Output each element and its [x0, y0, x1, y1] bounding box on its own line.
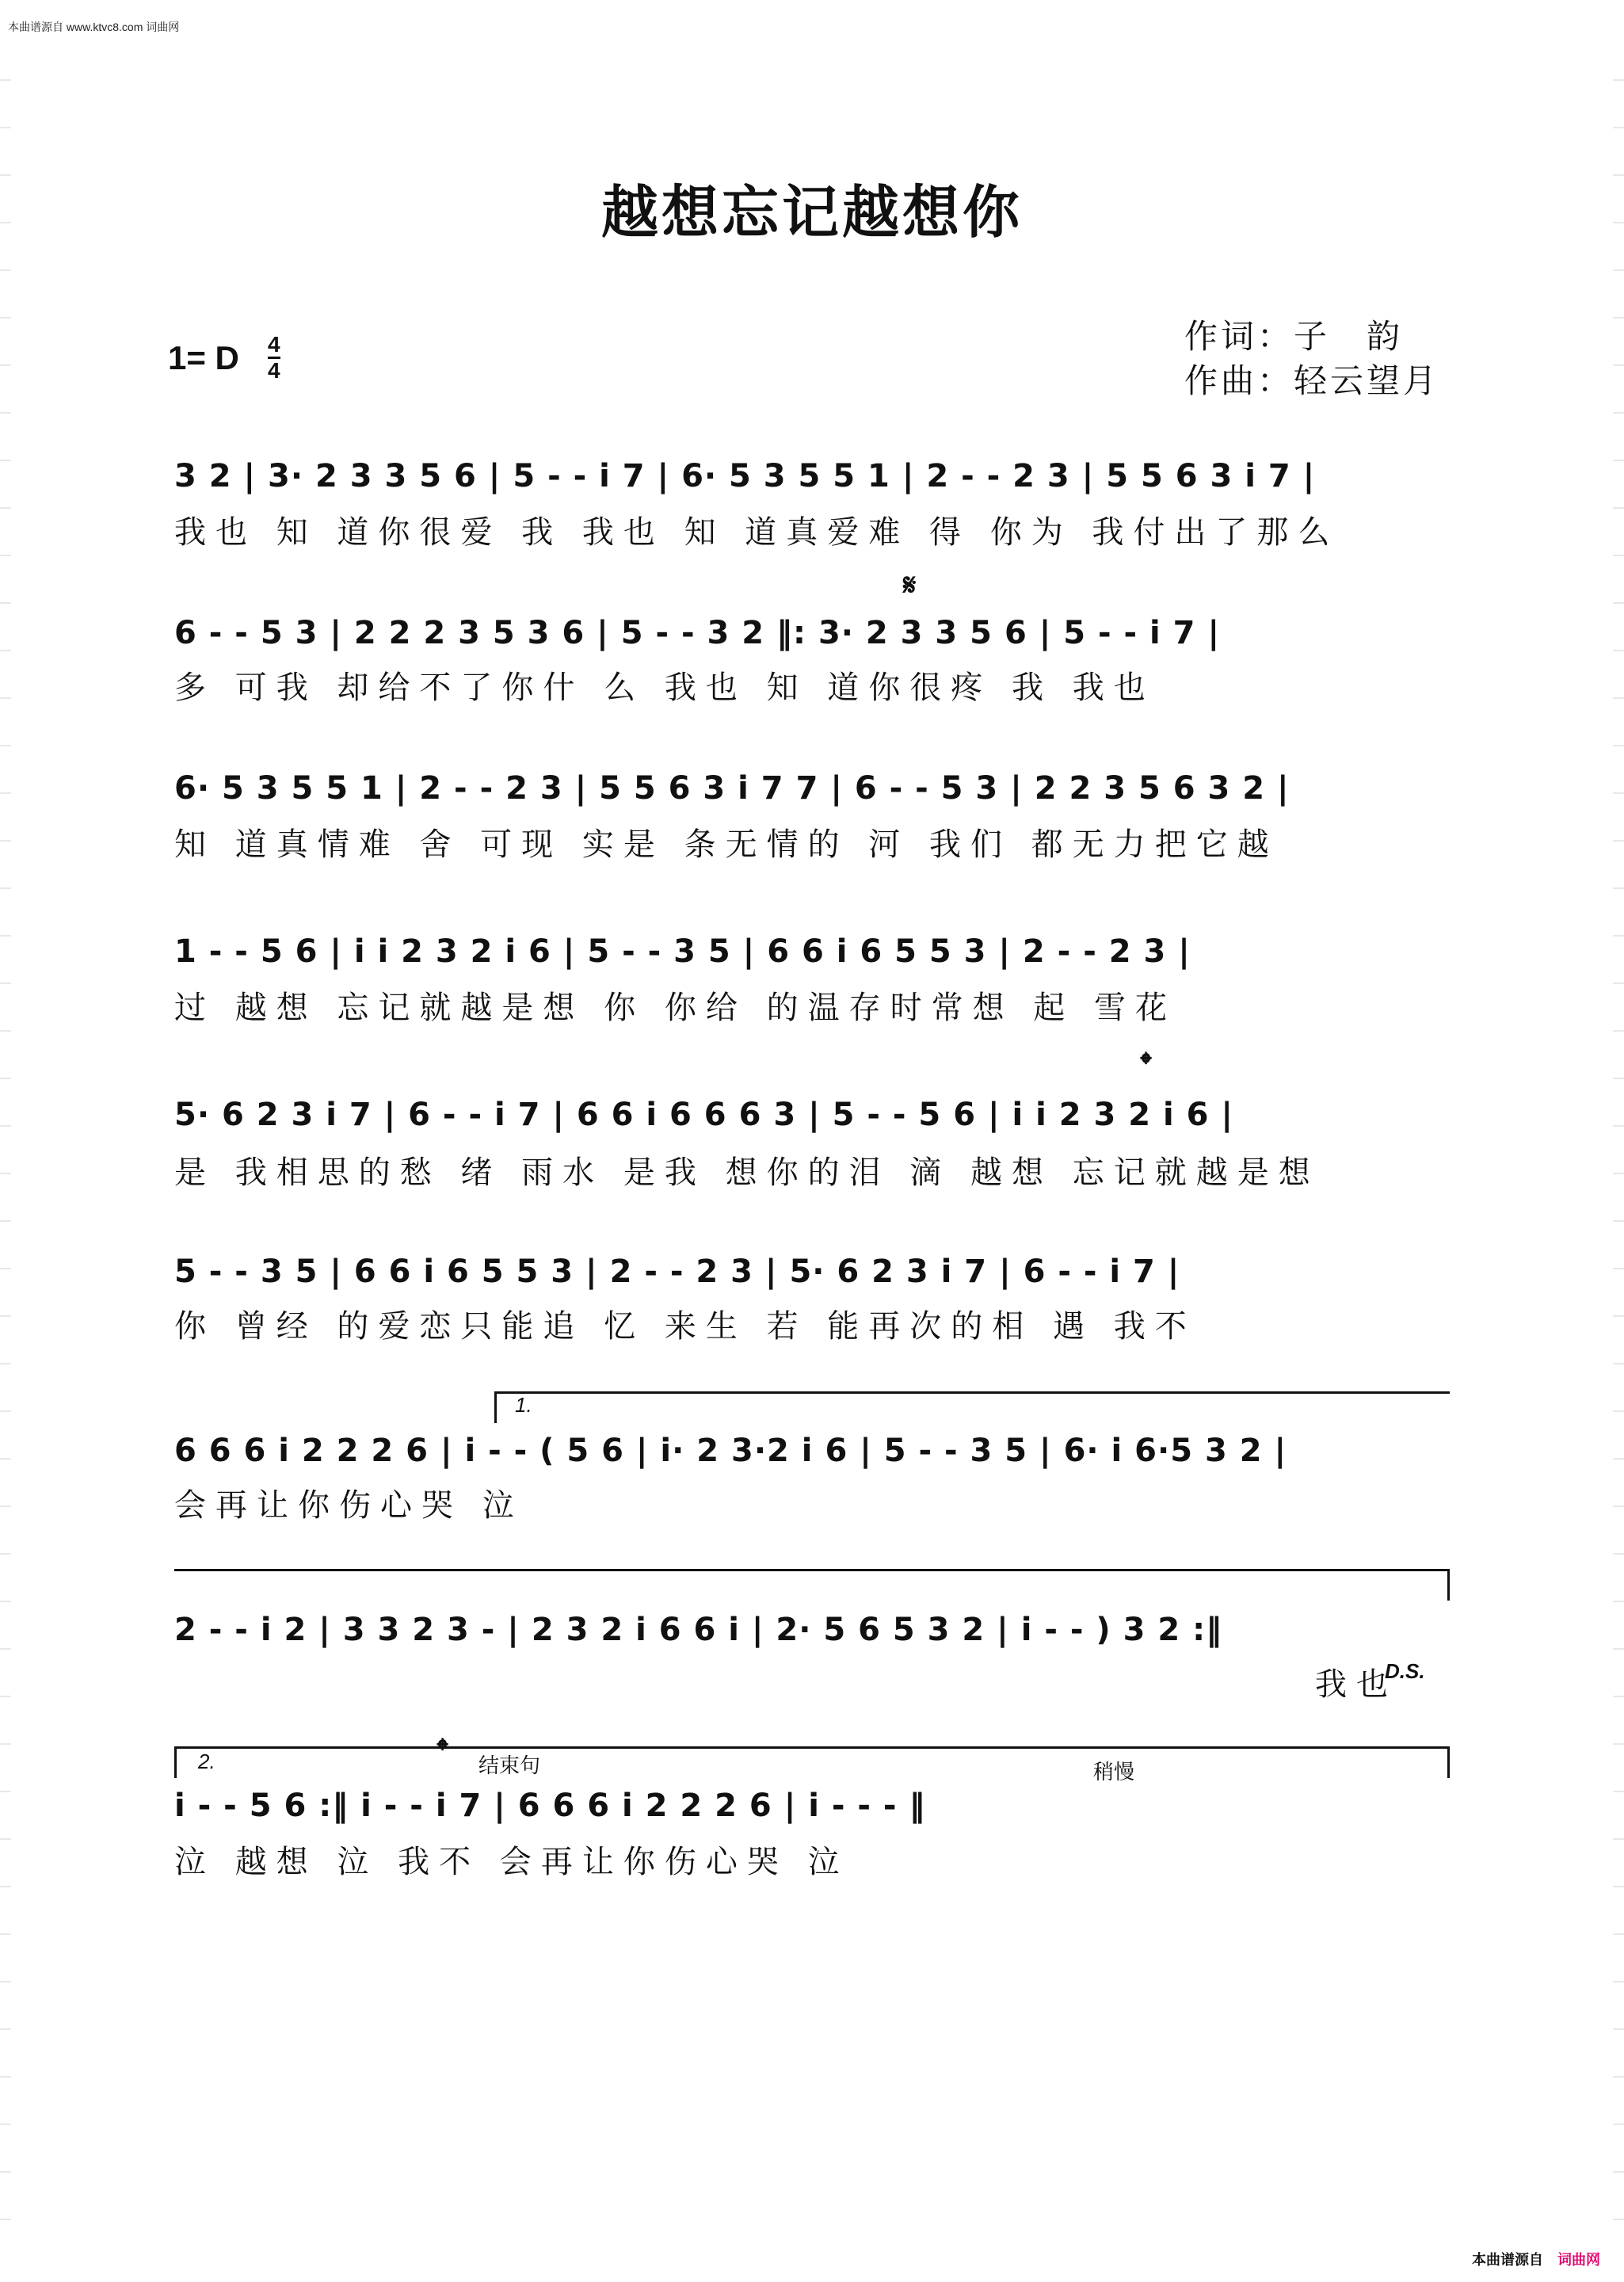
ending-label: 结束句 — [478, 1753, 541, 1777]
volta-2-bracket-end — [1447, 1746, 1450, 1778]
score-row-8-lyrics: 我也 — [1315, 1666, 1397, 1703]
score-row-7-notes: 6 6 6 i 2 2 2 6 | i - - ( 5 6 | i· 2 3·2 i 6 | 5 - - 3 5 | 6· i 6·5 3 2 | — [174, 1433, 1287, 1469]
score-row-2-lyrics: 多 可我 却给不了你什 么 我也 知 道你很疼 我 我也 — [174, 670, 1155, 706]
right-margin-watermark — [1613, 48, 1624, 2234]
footer — [1472, 2249, 1600, 2269]
volta-2-label: 2. — [198, 1750, 215, 1773]
time-signature — [268, 333, 280, 383]
score-row-9-notes: i - - 5 6 :‖ i - - i 7 | 6 6 6 i 2 2 2 6 | i - - - ‖ — [174, 1788, 926, 1824]
coda-mark-ending: 𝄌 — [437, 1732, 448, 1767]
ds-mark: D.S. — [1385, 1659, 1425, 1683]
score-row-4-lyrics: 过 越想 忘记就越是想 你 你给 的温存时常想 起 雪花 — [174, 990, 1177, 1026]
time-signature-bottom: 4 — [268, 358, 280, 383]
left-margin-watermark — [0, 48, 11, 2234]
volta-1-label: 1. — [515, 1393, 532, 1417]
score-row-5-lyrics: 是 我相思的愁 绪 雨水 是我 想你的泪 滴 越想 忘记就越是想 — [174, 1154, 1320, 1191]
score-row-3-notes: 6· 5 3 5 5 1 | 2 - - 2 3 | 5 5 6 3 i 7 7 | 6 - - 5 3 | 2 2 3 5 6 3 2 | — [174, 770, 1290, 807]
composer: 作曲：轻云望月 — [1184, 361, 1440, 400]
score-row-1-notes: 3 2 | 3· 2 3 3 5 6 | 5 - - i 7 | 6· 5 3 5 5 1 | 2 - - 2 3 | 5 5 6 3 i 7 | — [174, 458, 1316, 494]
score-row-6-lyrics: 你 曾经 的爱恋只能追 忆 来生 若 能再次的相 遇 我不 — [174, 1308, 1196, 1345]
song-title: 越想忘记越想你 — [600, 178, 1023, 246]
volta-2-bracket — [174, 1746, 1450, 1749]
score-row-9-lyrics: 泣 越想 泣 我不 会再让你伤心哭 泣 — [174, 1844, 849, 1880]
score-row-1-lyrics: 我也 知 道你很爱 我 我也 知 道真爱难 得 你为 我付出了那么 — [174, 514, 1340, 551]
volta-1-bracket-start — [494, 1391, 497, 1423]
score-row-2-notes: 6 - - 5 3 | 2 2 2 3 5 3 6 | 5 - - 3 2 ‖: 3· 2 3 3 5 6 | 5 - - i 7 | — [174, 615, 1221, 651]
segno-mark: 𝄋 — [903, 567, 917, 602]
volta-1-bracket-end — [1447, 1569, 1450, 1601]
coda-mark: 𝄌 — [1141, 1046, 1152, 1081]
slow-label: 稍慢 — [1093, 1760, 1135, 1784]
footer-source: 本曲谱源自 — [1472, 2252, 1543, 2268]
score-row-7-lyrics: 会再让你伤心哭 泣 — [174, 1487, 524, 1524]
score-row-6-notes: 5 - - 3 5 | 6 6 i 6 5 5 3 | 2 - - 2 3 | 5· 6 2 3 i 7 | 6 - - i 7 | — [174, 1254, 1180, 1290]
score-row-5-notes: 5· 6 2 3 i 7 | 6 - - i 7 | 6 6 i 6 6 6 3 | 5 - - 5 6 | i i 2 3 2 i 6 | — [174, 1097, 1234, 1133]
volta-1-continuation — [174, 1569, 1450, 1571]
header-note: 本曲谱源自 www.ktvc8.com 词曲网 — [8, 21, 180, 33]
score-row-3-lyrics: 知 道真情难 舍 可现 实是 条无情的 河 我们 都无力把它越 — [174, 826, 1279, 863]
footer-site: 词曲网 — [1557, 2252, 1600, 2268]
lyricist: 作词：子 韵 — [1184, 317, 1404, 356]
key-signature: 1= D — [168, 339, 239, 376]
volta-1-bracket — [494, 1391, 1450, 1394]
time-signature-top: 4 — [268, 333, 280, 359]
volta-2-bracket-start — [174, 1746, 177, 1778]
score-row-4-notes: 1 - - 5 6 | i i 2 3 2 i 6 | 5 - - 3 5 | 6 6 i 6 5 5 3 | 2 - - 2 3 | — [174, 933, 1191, 970]
score-row-8-notes: 2 - - i 2 | 3 3 2 3 - | 2 3 2 i 6 6 i | 2· 5 6 5 3 2 | i - - ) 3 2 :‖ — [174, 1612, 1223, 1648]
